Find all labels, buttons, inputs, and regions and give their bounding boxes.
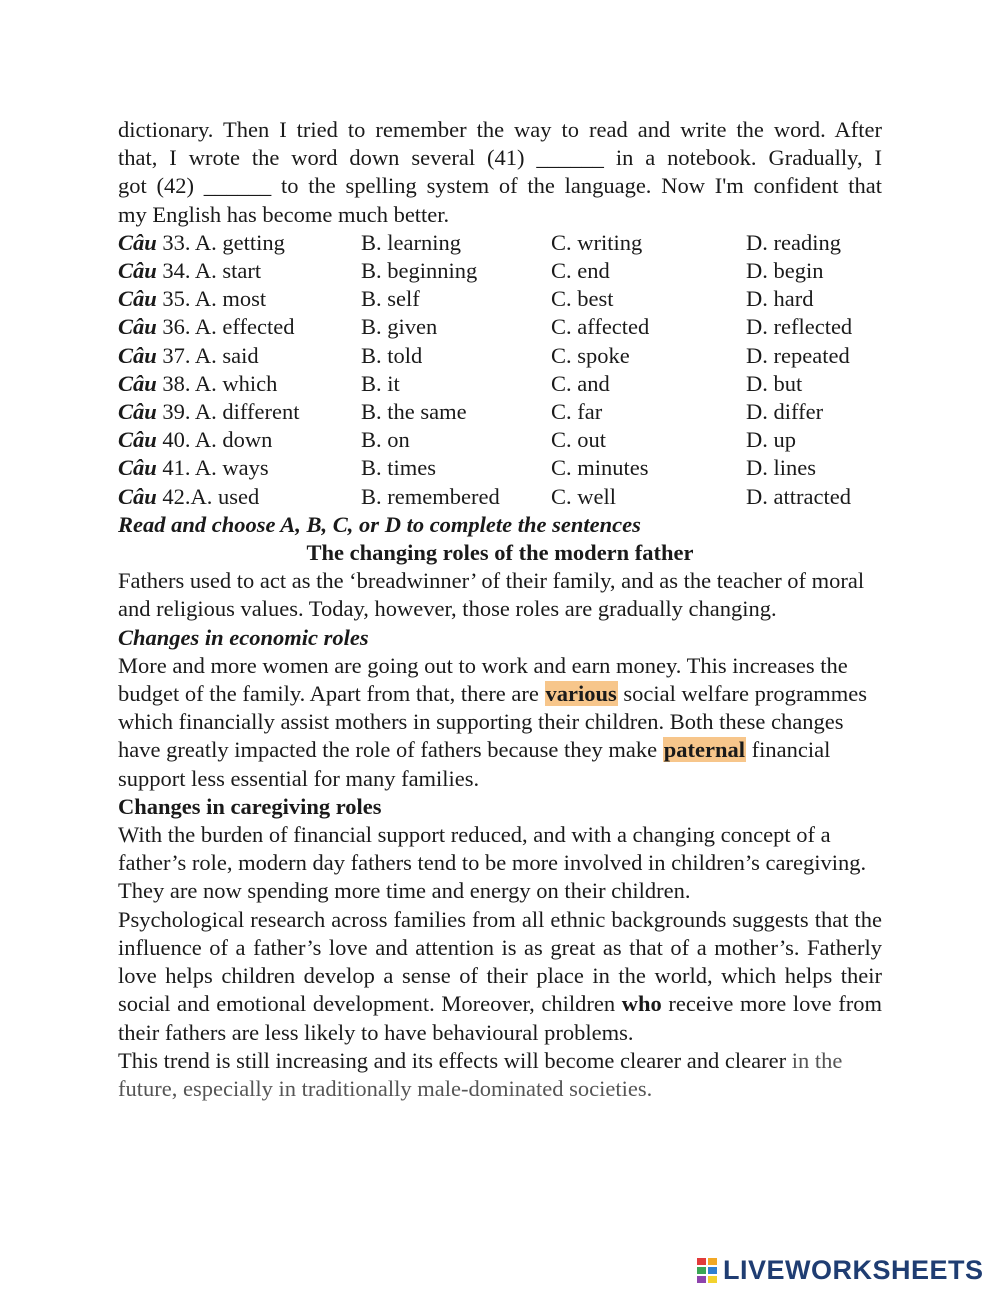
option-b: B. times <box>361 455 437 481</box>
intro-paragraph <box>118 116 882 229</box>
option-a: 36. A. effected <box>156 314 295 340</box>
question-row <box>118 370 882 398</box>
option-b: B. the same <box>361 399 467 425</box>
option-d: D. begin <box>746 258 824 284</box>
para2-part3: financial support less essential for many families. <box>118 737 831 791</box>
question-row <box>118 398 882 426</box>
option-d: D. reflected <box>746 314 853 340</box>
question-label: Câu <box>118 483 157 509</box>
logo-square <box>697 1267 706 1274</box>
question-number-option-a <box>118 257 361 285</box>
para5-grey: in the future, especially in traditionally male-dominated societies. <box>118 1047 843 1101</box>
option-a: 33. A. getting <box>156 229 285 255</box>
option-d: D. up <box>746 427 796 453</box>
question-label: Câu <box>118 427 157 453</box>
option-b: B. told <box>361 342 423 368</box>
paragraph-conclusion <box>118 1047 882 1103</box>
paragraph-economic <box>118 652 882 793</box>
option-b: B. beginning <box>361 258 478 284</box>
option-a: 37. A. said <box>156 342 259 368</box>
para4-part2: receive more love from their fathers are less likely to have behavioural problems. <box>118 991 882 1045</box>
question-label: Câu <box>118 286 157 312</box>
option-a: 39. A. different <box>156 399 300 425</box>
question-number-option-a <box>118 483 361 511</box>
question-label: Câu <box>118 455 157 481</box>
bold-word-who: who <box>621 991 662 1017</box>
question-row <box>118 426 882 454</box>
question-table <box>118 229 882 511</box>
para2-part1: More and more women are going out to work and earn money. This increases the budget of the family. Apart from that, there are <box>118 652 848 707</box>
option-b: B. remembered <box>361 483 500 509</box>
para4-part1: Psychological research across families from all ethnic backgrounds suggests that the influence of a father’s love and attention is as great as that of a mother’s. Fatherly love helps children develop a sense of their place in the world, which helps their social and emotional development. Moreover, children <box>118 906 882 1017</box>
option-c: C. far <box>551 399 603 425</box>
heading-caregiving-roles: Changes in caregiving roles <box>118 793 382 819</box>
question-number-option-a <box>118 342 361 370</box>
question-number-option-a <box>118 426 361 454</box>
option-b: B. given <box>361 314 438 340</box>
logo-square <box>697 1276 706 1283</box>
question-row <box>118 285 882 313</box>
logo-square <box>708 1258 717 1265</box>
option-a: 40. A. down <box>156 427 273 453</box>
option-c: C. end <box>551 258 610 284</box>
question-row <box>118 454 882 482</box>
option-d: D. differ <box>746 399 824 425</box>
liveworksheets-logo[interactable] <box>697 1255 984 1286</box>
option-d: D. lines <box>746 455 816 481</box>
option-a: 35. A. most <box>156 286 267 312</box>
question-label: Câu <box>118 229 157 255</box>
highlighted-word-paternal: paternal <box>663 737 745 763</box>
option-b: B. learning <box>361 229 461 255</box>
para2-part2: social welfare programmes which financially assist mothers in supporting their children. Both these changes have greatly impacted the role of fathers because they make <box>118 681 868 763</box>
intro-line: that, I wrote the word down several (41) ______ in a notebook. Gradually, I <box>118 145 882 171</box>
logo-square <box>697 1258 706 1265</box>
option-c: C. minutes <box>551 455 649 481</box>
question-number-option-a <box>118 285 361 313</box>
intro-line: dictionary. Then I tried to remember the way to read and write the word. After <box>118 117 882 142</box>
question-row <box>118 342 882 370</box>
option-d: D. attracted <box>746 483 851 509</box>
option-b: B. on <box>361 427 410 453</box>
question-number-option-a <box>118 370 361 398</box>
question-row <box>118 313 882 341</box>
question-label: Câu <box>118 370 157 396</box>
highlighted-word-various: various <box>545 681 617 707</box>
option-c: C. best <box>551 286 614 312</box>
question-row <box>118 229 882 257</box>
option-c: C. spoke <box>551 342 630 368</box>
option-d: D. reading <box>746 229 841 255</box>
question-number-option-a <box>118 313 361 341</box>
option-d: D. repeated <box>746 342 850 368</box>
option-c: C. out <box>551 427 607 453</box>
option-b: B. it <box>361 370 400 396</box>
question-row <box>118 483 882 511</box>
option-c: C. writing <box>551 229 643 255</box>
paragraph-intro: Fathers used to act as the ‘breadwinner’ of their family, and as the teacher of moral and religious values. Today, however, those roles are gradually changing. <box>118 568 865 622</box>
passage-title: The changing roles of the modern father <box>306 540 694 566</box>
question-number-option-a <box>118 454 361 482</box>
worksheet-page <box>118 116 882 1103</box>
paragraph-caregiving: With the burden of financial support reduced, and with a changing concept of a father’s role, modern day fathers tend to be more involved in children’s caregiving. They are now spending more time and energy on their children. <box>118 822 867 904</box>
logo-square <box>708 1267 717 1274</box>
question-label: Câu <box>118 342 157 368</box>
instruction-text: Read and choose A, B, C, or D to complete the sentences <box>118 511 641 537</box>
question-label: Câu <box>118 314 157 340</box>
liveworksheets-logo-text: LIVEWORKSHEETS <box>723 1255 984 1285</box>
question-number-option-a <box>118 229 361 257</box>
option-a: 41. A. ways <box>156 455 269 481</box>
option-a: 38. A. which <box>156 370 278 396</box>
option-c: C. and <box>551 370 610 396</box>
question-label: Câu <box>118 399 157 425</box>
para5-dark: This trend is still increasing and its effects will become clearer and clearer <box>118 1047 792 1073</box>
heading-economic-roles: Changes in economic roles <box>118 624 369 650</box>
paragraph-research <box>118 906 882 1047</box>
option-a: 42.A. used <box>156 483 260 509</box>
option-d: D. hard <box>746 286 814 312</box>
option-c: C. well <box>551 483 616 509</box>
liveworksheets-logo-icon <box>697 1258 721 1284</box>
option-c: C. affected <box>551 314 650 340</box>
option-a: 34. A. start <box>156 258 262 284</box>
intro-line: my English has become much better. <box>118 201 450 227</box>
intro-line: got (42) ______ to the spelling system of the language. Now I'm confident that <box>118 173 882 199</box>
question-label: Câu <box>118 258 157 284</box>
option-d: D. but <box>746 370 803 396</box>
logo-square <box>708 1276 717 1283</box>
option-b: B. self <box>361 286 420 312</box>
question-row <box>118 257 882 285</box>
question-number-option-a <box>118 398 361 426</box>
